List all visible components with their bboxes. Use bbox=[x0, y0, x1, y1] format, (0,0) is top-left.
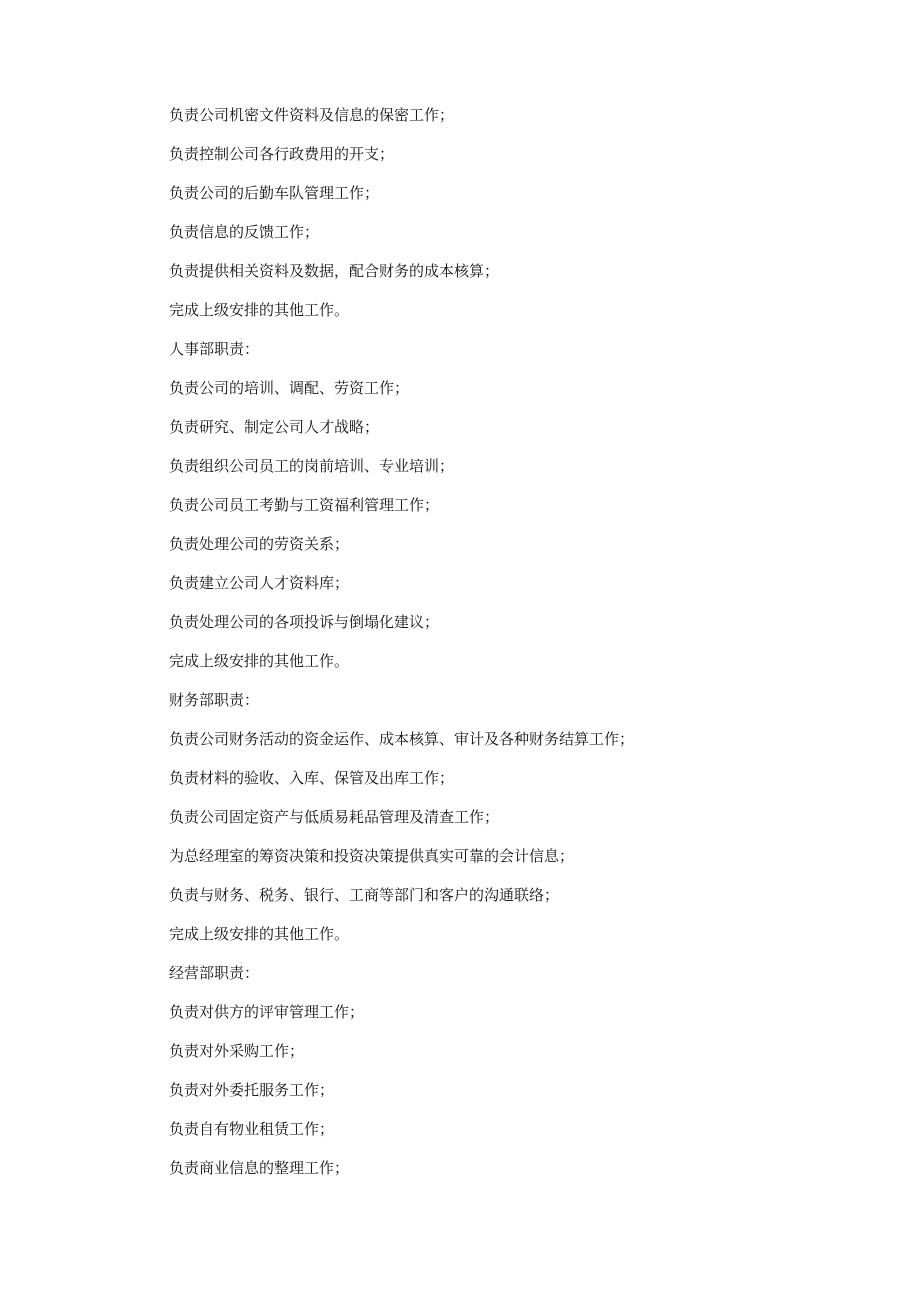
paragraph-line: 负责处理公司的各项投诉与倒塌化建议； bbox=[169, 613, 440, 631]
paragraph-line: 完成上级安排的其他工作。 bbox=[169, 301, 350, 319]
paragraph-line: 负责公司的后勤车队管理工作； bbox=[169, 184, 380, 202]
paragraph-line: 负责信息的反馈工作； bbox=[169, 223, 320, 241]
paragraph-line: 负责提供相关资料及数据，配合财务的成本核算； bbox=[169, 262, 500, 280]
paragraph-line: 负责公司员工考勤与工资福利管理工作； bbox=[169, 496, 440, 514]
section-heading: 人事部职责： bbox=[169, 340, 260, 358]
paragraph-line: 负责控制公司各行政费用的开支； bbox=[169, 145, 395, 163]
section-heading: 经营部职责： bbox=[169, 964, 260, 982]
paragraph-line: 为总经理室的筹资决策和投资决策提供真实可靠的会计信息； bbox=[169, 847, 575, 865]
paragraph-line: 负责处理公司的劳资关系； bbox=[169, 535, 350, 553]
paragraph-line: 负责公司的培训、调配、劳资工作； bbox=[169, 379, 410, 397]
paragraph-line: 负责建立公司人才资料库； bbox=[169, 574, 350, 592]
paragraph-line: 负责对供方的评审管理工作； bbox=[169, 1003, 365, 1021]
paragraph-line: 负责公司机密文件资料及信息的保密工作； bbox=[169, 106, 455, 124]
paragraph-line: 负责商业信息的整理工作； bbox=[169, 1159, 350, 1177]
section-heading: 财务部职责： bbox=[169, 691, 260, 709]
paragraph-line: 负责对外采购工作； bbox=[169, 1042, 305, 1060]
paragraph-line: 负责研究、制定公司人才战略； bbox=[169, 418, 380, 436]
paragraph-line: 负责组织公司员工的岗前培训、专业培训； bbox=[169, 457, 455, 475]
document-body bbox=[169, 103, 869, 1195]
paragraph-line: 完成上级安排的其他工作。 bbox=[169, 925, 350, 943]
paragraph-line: 负责公司财务活动的资金运作、成本核算、审计及各种财务结算工作； bbox=[169, 730, 635, 748]
paragraph-line: 负责公司固定资产与低质易耗品管理及清查工作； bbox=[169, 808, 500, 826]
paragraph-line: 负责对外委托服务工作； bbox=[169, 1081, 335, 1099]
paragraph-line: 负责自有物业租赁工作； bbox=[169, 1120, 335, 1138]
paragraph-line: 完成上级安排的其他工作。 bbox=[169, 652, 350, 670]
paragraph-line: 负责材料的验收、入库、保管及出库工作； bbox=[169, 769, 455, 787]
paragraph-line: 负责与财务、税务、银行、工商等部门和客户的沟通联络； bbox=[169, 886, 560, 904]
